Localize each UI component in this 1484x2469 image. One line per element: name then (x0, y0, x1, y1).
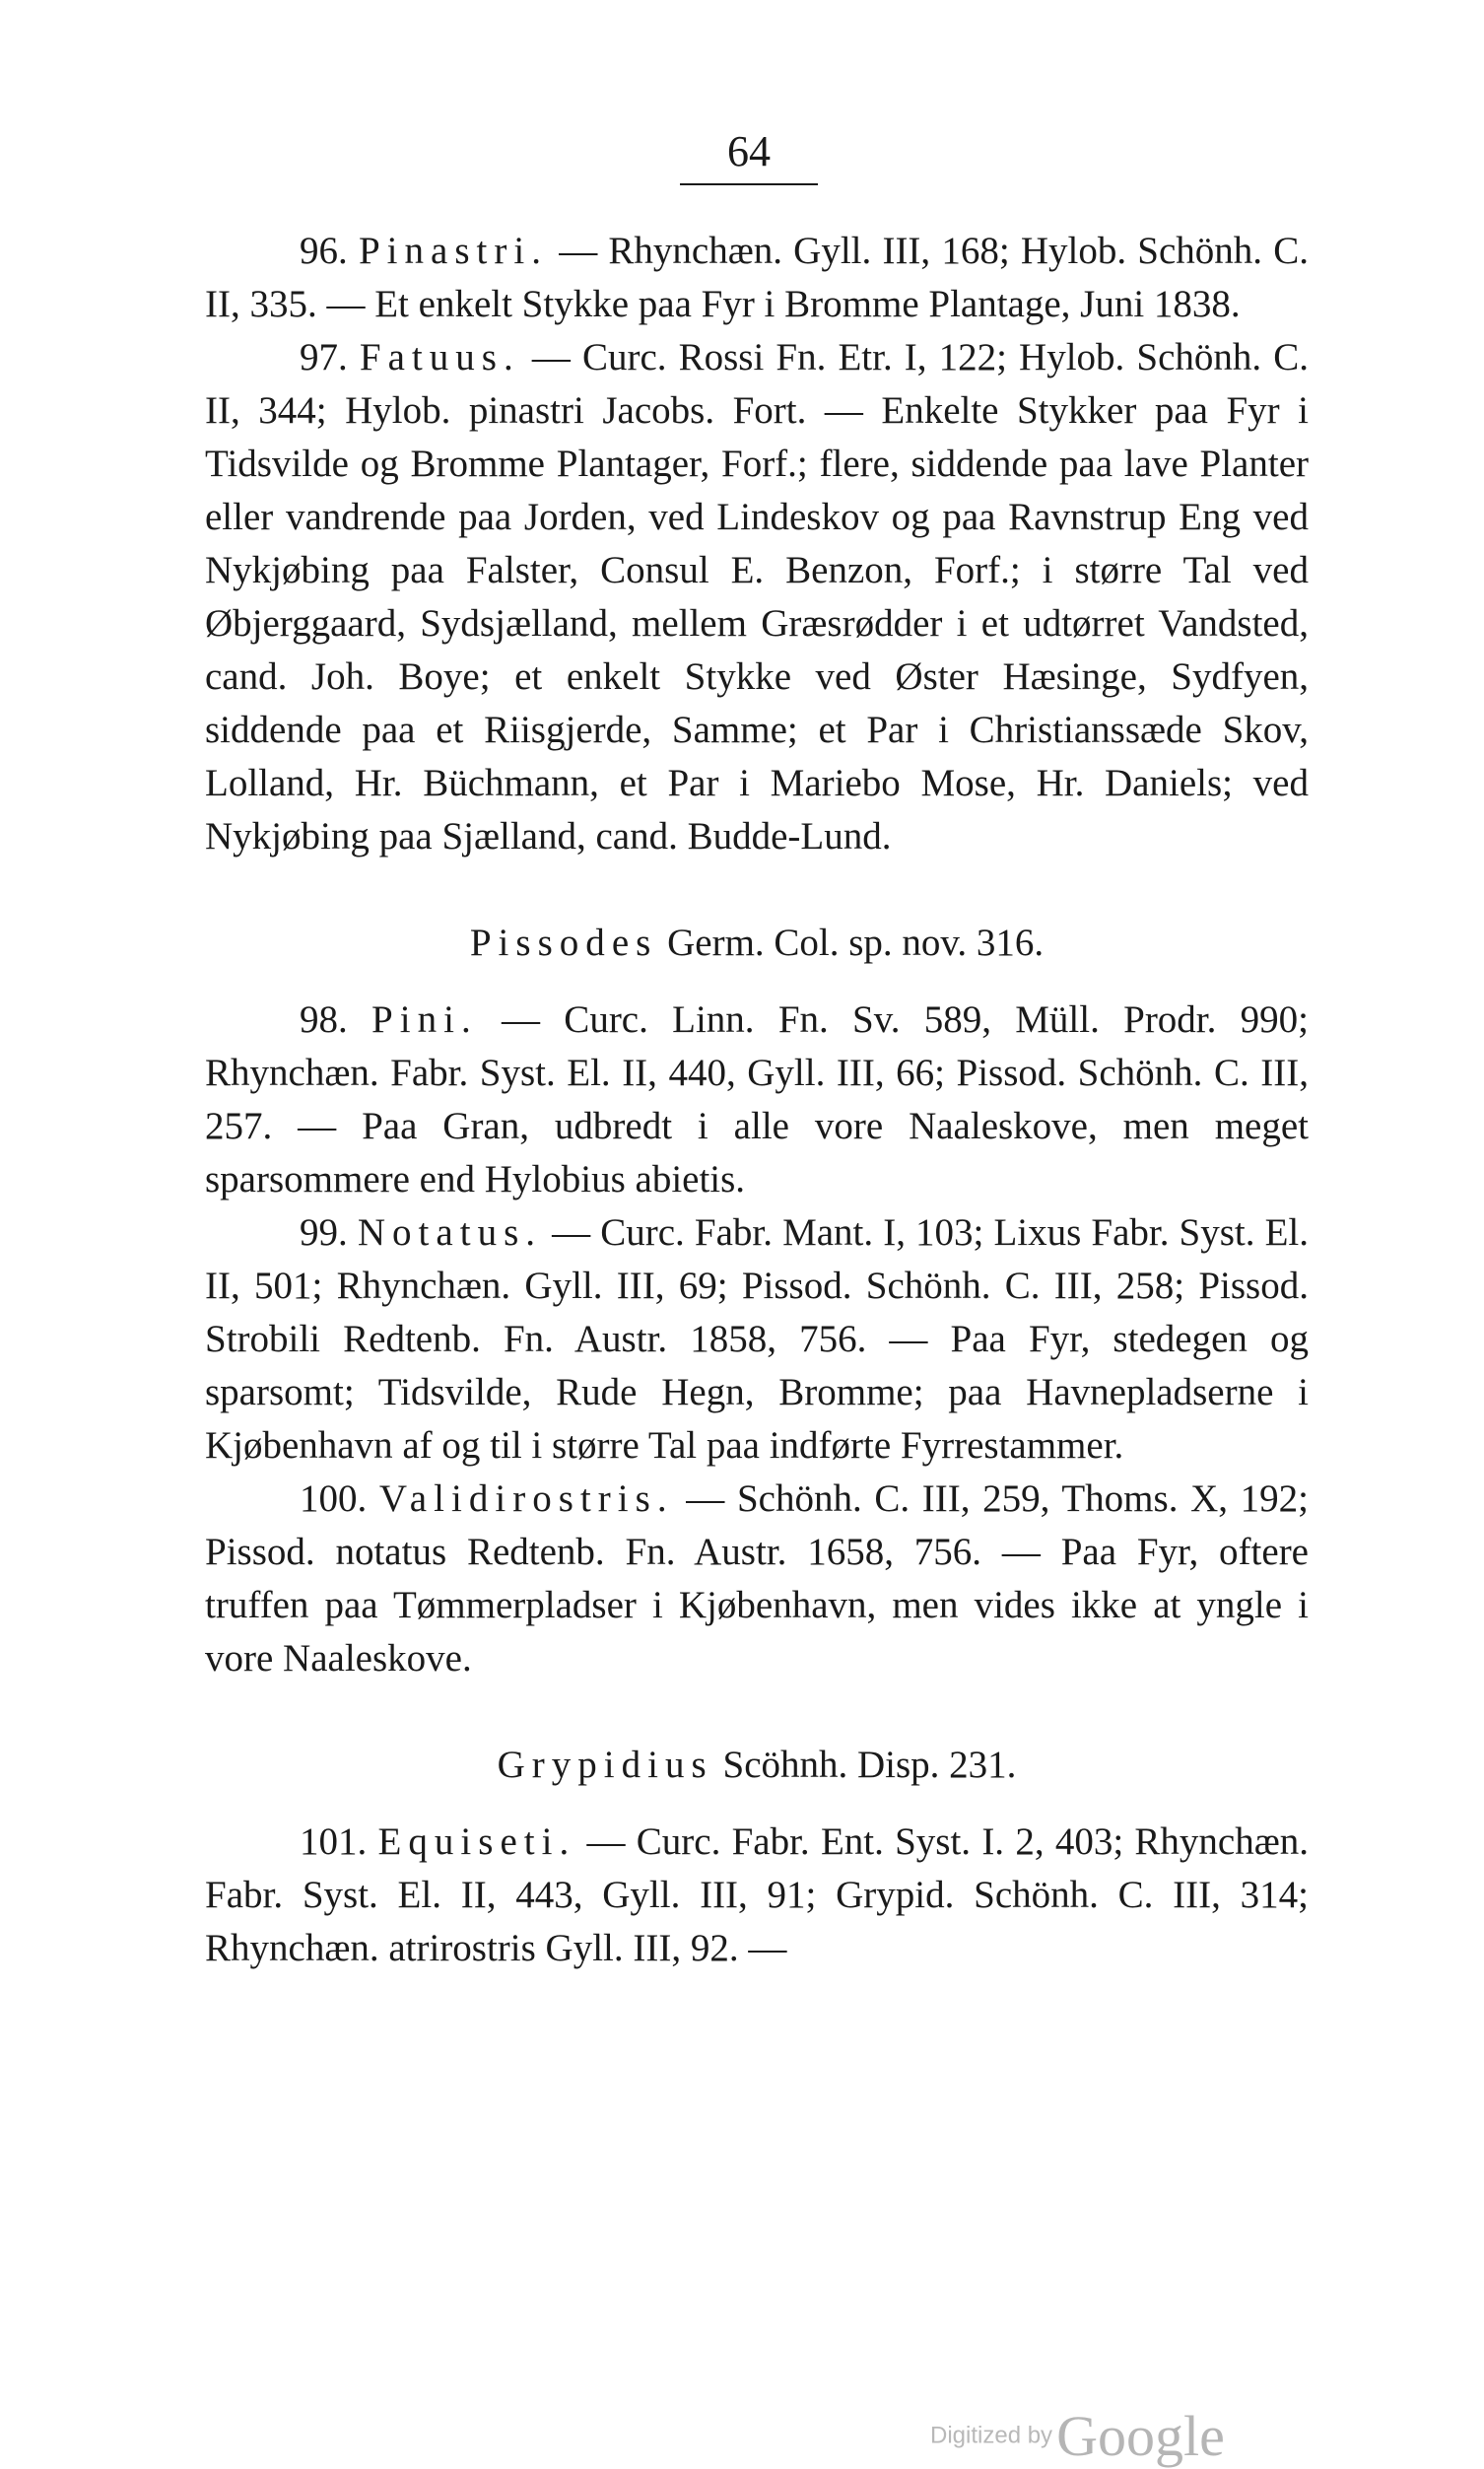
entry-number: 98. (300, 998, 348, 1041)
species-name: Notatus. (357, 1211, 543, 1254)
entry-text: — Rhynchæn. Gyll. III, 168; Hylob. Schönh. C. II, 335. — Et enkelt Stykke paa Fyr i Bromme Plantage, Juni 1838. (205, 230, 1310, 325)
genus-reference: Scöhnh. Disp. 231. (712, 1744, 1017, 1786)
genus-name: Grypidius (497, 1744, 713, 1786)
entry-101 (205, 1816, 1309, 1975)
entry-text: — Schönh. C. III, 259, Thoms. X, 192; Pissod. notatus Redtenb. Fn. Austr. 1658, 756. — Paa Fyr, oftere truffen paa Tømmerpladser i Kjøbenhavn, men vides ikke at yngle i vore Naaleskove. (205, 1477, 1310, 1680)
entry-text: — Curc. Linn. Fn. Sv. 589, Müll. Prodr. 990; Rhynchæn. Fabr. Syst. El. II, 440, Gyll. III, 66; Pissod. Schönh. C. III, 257. — Paa Gran, udbredt i alle vore Naaleskove, men meget sparsommere end Hylobius abietis. (205, 998, 1310, 1200)
entry-97 (205, 331, 1309, 863)
watermark-prefix: Digitized by (930, 2422, 1053, 2449)
genus-name: Pissodes (469, 922, 658, 964)
page-number: 64 (727, 127, 771, 175)
entry-96 (205, 225, 1309, 331)
species-name: Validirostris. (378, 1477, 674, 1520)
species-name: Pinastri. (358, 230, 549, 272)
species-name: Fatuus. (359, 336, 520, 378)
entry-98 (205, 994, 1309, 1206)
genus-heading-grypidius (205, 1739, 1309, 1792)
page-number-rule (680, 183, 818, 185)
entry-number: 96. (300, 230, 348, 272)
google-logo: Google (1056, 2404, 1225, 2468)
entry-text: — Curc. Fabr. Mant. I, 103; Lixus Fabr. Syst. El. II, 501; Rhynchæn. Gyll. III, 69; Pissod. Schönh. C. III, 258; Pissod. Strobili Redtenb. Fn. Austr. 1858, 756. — Paa Fyr, stedegen og sparsomt; Tidsvilde, Rude Hegn, Bromme; paa Havnepladserne i Kjøbenhavn af og til i større Tal paa indførte Fyrrestammer. (205, 1211, 1310, 1467)
entry-text: — Curc. Rossi Fn. Etr. I, 122; Hylob. Schönh. C. II, 344; Hylob. pinastri Jacobs. Fort. — Enkelte Stykker paa Fyr i Tidsvilde og Bromme Plantager, Forf.; flere, siddende paa lave Planter eller vandrende paa Jorden, ved Lindeskov og paa Ravnstrup Eng ved Nykjøbing paa Falster, Consul E. Benzon, Forf.; i større Tal ved Øbjerggaard, Sydsjælland, mellem Græsrødder i et udtørret Vandsted, cand. Joh. Boye; et enkelt Stykke ved Øster Hæsinge, Sydfyen, siddende paa et Riisgjerde, Samme; et Par i Christianssæde Skov, Lolland, Hr. Büchmann, et Par i Mariebo Mose, Hr. Daniels; ved Nykjøbing paa Sjælland, cand. Budde-Lund. (205, 336, 1309, 857)
species-name: Pini. (371, 998, 478, 1041)
genus-reference: Germ. Col. sp. nov. 316. (657, 922, 1045, 964)
entry-number: 99. (300, 1211, 348, 1254)
digitized-by-google-watermark (930, 2403, 1225, 2469)
entry-number: 97. (300, 336, 348, 378)
entry-100 (205, 1473, 1309, 1685)
genus-heading-pissodes (205, 917, 1309, 970)
entry-text: — Curc. Fabr. Ent. Syst. I. 2, 403; Rhynchæn. Fabr. Syst. El. II, 443, Gyll. III, 91; Grypid. Schönh. C. III, 314; Rhynchæn. atrirostris Gyll. III, 92. — (205, 1820, 1310, 1969)
entry-99 (205, 1206, 1309, 1473)
species-name: Equiseti. (377, 1820, 576, 1863)
page-body (205, 225, 1309, 1975)
entry-number: 100. (300, 1477, 368, 1520)
entry-number: 101. (300, 1820, 368, 1863)
